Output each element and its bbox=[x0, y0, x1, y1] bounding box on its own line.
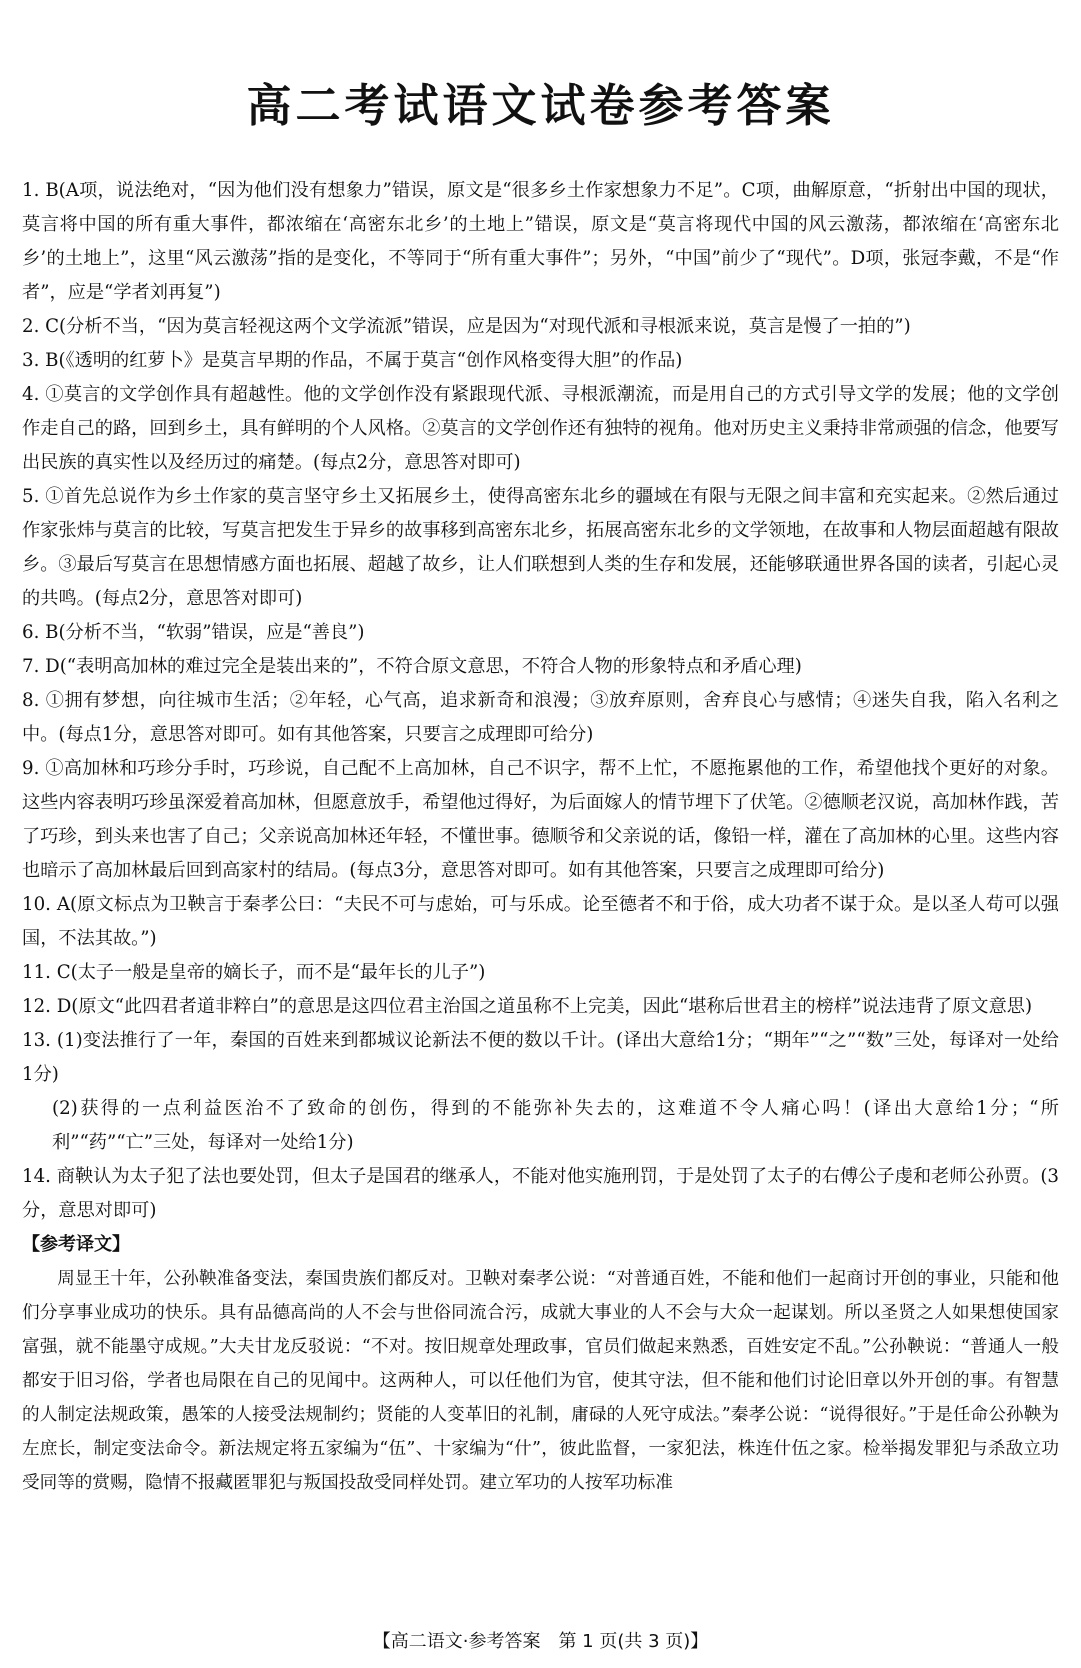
translation-heading: 【参考译文】 bbox=[22, 1234, 130, 1255]
answer-item-9: 9. ①高加林和巧珍分手时，巧珍说，自己配不上高加林，自己不识字，帮不上忙，不愿拖累他的工作，希望他找个更好的对象。这些内容表明巧珍虽深爱着高加林，但愿意放手，希望他过得好，为后面嫁人的情节埋下了伏笔。②德顺老汉说，高加林作践，苦了巧珍，到头来也害了自己；父亲说高加林还年轻，不懂世事。德顺爷和父亲说的话，像铅一样，灌在了高加林的心里。这些内容也暗示了高加林最后回到高家村的结局。(每点3分，意思答对即可。如有其他答案，只要言之成理即可给分) bbox=[22, 758, 1059, 881]
answer-item-1: 1. B(A项，说法绝对，“因为他们没有想象力”错误，原文是“很多乡土作家想象力不足”。C项，曲解原意，“折射出中国的现状，莫言将中国的所有重大事件，都浓缩在‘高密东北乡’的土地上”错误，原文是“莫言将现代中国的风云激荡，都浓缩在‘高密东北乡’的土地上”，这里“风云激荡”指的是变化，不等同于“所有重大事件”；另外，“中国”前少了“现代”。D项，张冠李戴，不是“作者”，应是“学者刘再复”) bbox=[22, 180, 1059, 303]
answer-item-3: 3. B(《透明的红萝卜》是莫言早期的作品，不属于莫言“创作风格变得大胆”的作品) bbox=[22, 350, 683, 371]
answer-item-14: 14. 商鞅认为太子犯了法也要处罚，但太子是国君的继承人，不能对他实施刑罚，于是处罚了太子的右傅公子虔和老师公孙贾。(3分，意思对即可) bbox=[22, 1166, 1059, 1221]
answer-item-5: 5. ①首先总说作为乡土作家的莫言坚守乡土又拓展乡土，使得高密东北乡的疆域在有限与无限之间丰富和充实起来。②然后通过作家张炜与莫言的比较，写莫言把发生于异乡的故事移到高密东北乡，拓展高密东北乡的文学领地，在故事和人物层面超越有限故乡。③最后写莫言在思想情感方面也拓展、超越了故乡，让人们联想到人类的生存和发展，还能够联通世界各国的读者，引起心灵的共鸣。(每点2分，意思答对即可) bbox=[22, 486, 1059, 609]
answer-item-13-part2: (2)获得的一点利益医治不了致命的创伤，得到的不能弥补失去的，这难道不令人痛心吗！(译出大意给1分；“所利”“药”“亡”三处，每译对一处给1分) bbox=[52, 1098, 1059, 1153]
translation-text: 周显王十年，公孙鞅准备变法，秦国贵族们都反对。卫鞅对秦孝公说：“对普通百姓，不能和他们一起商讨开创的事业，只能和他们分享事业成功的快乐。具有品德高尚的人不会与世俗同流合污，成就大事业的人不会与大众一起谋划。所以圣贤之人如果想使国家富强，就不能墨守成规。”大夫甘龙反驳说：“不对。按旧规章处理政事，官员们做起来熟悉，百姓安定不乱。”公孙鞅说：“普通人一般都安于旧习俗，学者也局限在自己的见闻中。这两种人，可以任他们为官，使其守法，但不能和他们讨论旧章以外开创的事。有智慧的人制定法规政策，愚笨的人接受法规制约；贤能的人变革旧的礼制，庸碌的人死守成法。”秦孝公说：“说得很好。”于是任命公孙鞅为左庶长，制定变法命令。新法规定将五家编为“伍”、十家编为“什”，彼此监督，一家犯法，株连什伍之家。检举揭发罪犯与杀敌立功受同等的赏赐，隐情不报藏匿罪犯与叛国投敌受同样处罚。建立军功的人按军功标准 bbox=[22, 1269, 1059, 1493]
answer-item-2: 2. C(分析不当，“因为莫言轻视这两个文学流派”错误，应是因为“对现代派和寻根派来说，莫言是慢了一拍的”) bbox=[22, 316, 911, 337]
answer-item-8: 8. ①拥有梦想，向往城市生活；②年轻，心气高，追求新奇和浪漫；③放弃原则，舍弃良心与感情；④迷失自我，陷入名利之中。(每点1分，意思答对即可。如有其他答案，只要言之成理即可给分) bbox=[22, 690, 1059, 745]
answer-item-7: 7. D(“表明高加林的难过完全是装出来的”，不符合原文意思，不符合人物的形象特点和矛盾心理) bbox=[22, 656, 802, 677]
answer-list bbox=[22, 174, 1059, 1228]
answer-item-12: 12. D(原文“此四君者道非粹白”的意思是这四位君主治国之道虽称不上完美，因此“堪称后世君主的榜样”说法违背了原文意思) bbox=[22, 996, 1033, 1017]
answer-item-10: 10. A(原文标点为卫鞅言于秦孝公曰：“夫民不可与虑始，可与乐成。论至德者不和于俗，成大功者不谋于众。是以圣人苟可以强国，不法其故。”) bbox=[22, 894, 1059, 949]
page-footer: 【高二语文·参考答案 第 1 页(共 3 页)】 bbox=[372, 1631, 709, 1652]
page-title: 高二考试语文试卷参考答案 bbox=[246, 79, 835, 132]
answer-item-6: 6. B(分析不当，“软弱”错误，应是“善良”) bbox=[22, 622, 365, 643]
answer-item-4: 4. ①莫言的文学创作具有超越性。他的文学创作没有紧跟现代派、寻根派潮流，而是用自己的方式引导文学的发展；他的文学创作走自己的路，回到乡土，具有鲜明的个人风格。②莫言的文学创作还有独特的视角。他对历史主义秉持非常顽强的信念，他要写出民族的真实性以及经历过的痛楚。(每点2分，意思答对即可) bbox=[22, 384, 1059, 473]
answer-item-13-part1: 13. (1)变法推行了一年，秦国的百姓来到都城议论新法不便的数以千计。(译出大意给1分；“期年”“之”“数”三处，每译对一处给1分) bbox=[22, 1030, 1059, 1085]
answer-item-11: 11. C(太子一般是皇帝的嫡长子，而不是“最年长的儿子”) bbox=[22, 962, 486, 983]
